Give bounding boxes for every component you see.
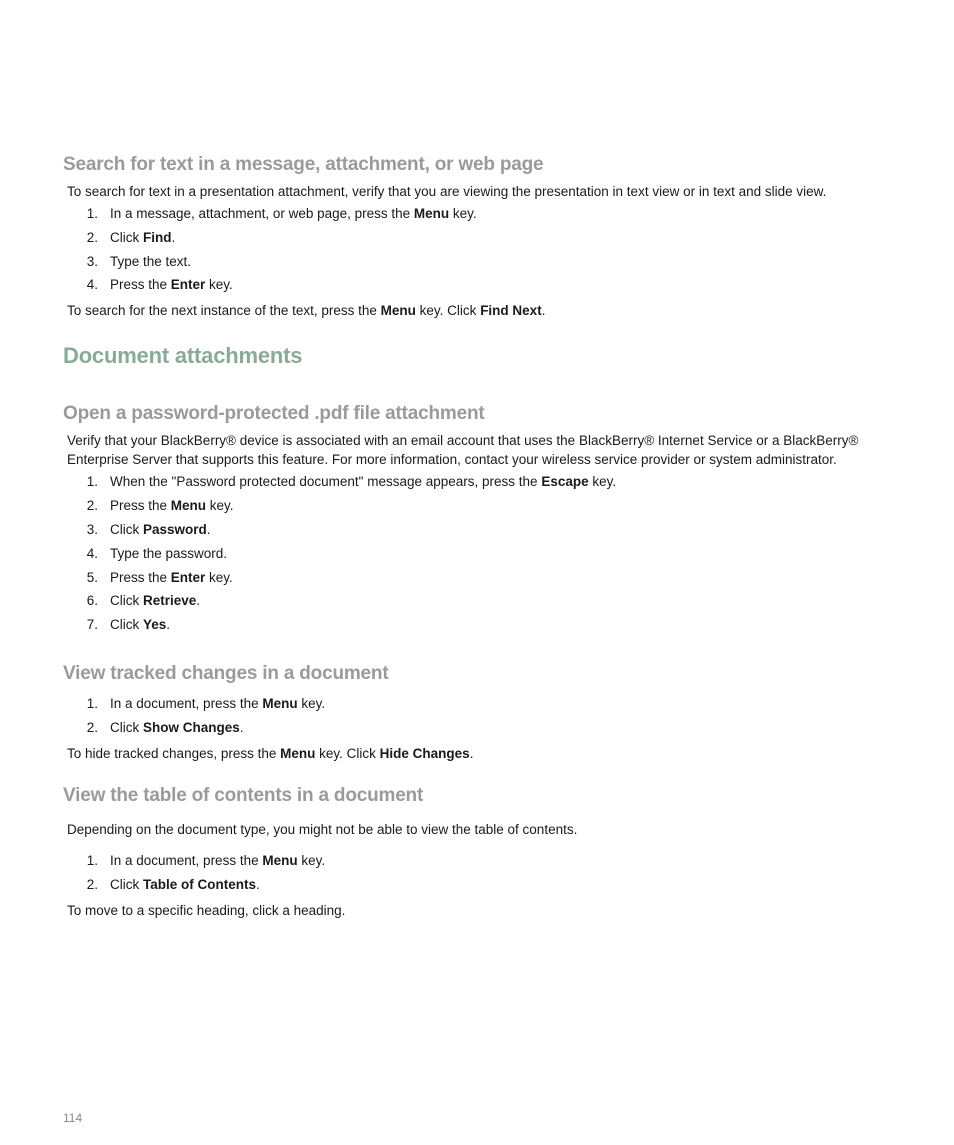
password-heading: Open a password-protected .pdf file attachment — [63, 403, 485, 424]
step-number: 2. — [86, 877, 98, 892]
step-number: 4. — [86, 546, 98, 561]
step-text: Click — [110, 720, 143, 735]
tracked-after — [67, 744, 473, 764]
search-after — [67, 301, 545, 321]
page-number: 114 — [63, 1111, 83, 1125]
step-text-end: key. — [205, 277, 233, 292]
step-text: Press the — [110, 570, 171, 585]
step-text: Type the password. — [110, 546, 228, 561]
after-text: . — [469, 746, 474, 761]
step-number: 7. — [86, 617, 98, 632]
step-number: 6. — [86, 593, 98, 608]
search-intro: To search for text in a presentation attachment, verify that you are viewing the presentation in text view or in text and slide view. — [67, 184, 827, 199]
step-key: Menu — [170, 498, 207, 513]
section-title: Document attachments — [63, 343, 303, 368]
step-number: 2. — [86, 498, 98, 513]
step-number: 4. — [86, 277, 98, 292]
step-text: In a message, attachment, or web page, press the — [110, 206, 414, 221]
step-text-end: key. — [449, 206, 477, 221]
step-number: 5. — [86, 570, 98, 585]
step-text: When the "Password protected document" message appears, press the — [110, 474, 542, 489]
after-key: Hide Changes — [379, 746, 470, 761]
step-number: 3. — [86, 254, 98, 269]
step-text: Press the — [110, 277, 171, 292]
step-key: Enter — [170, 570, 206, 585]
after-key: Menu — [380, 303, 416, 318]
step-text-end: . — [206, 522, 211, 537]
step-key: Enter — [170, 277, 206, 292]
step-key: Find — [143, 230, 172, 245]
step-number: 1. — [86, 474, 98, 489]
step-text-end: . — [239, 720, 244, 735]
after-text: . — [541, 303, 546, 318]
step-text-end: . — [256, 877, 260, 892]
step-text-end: . — [171, 230, 176, 245]
step-text: Click — [110, 617, 143, 632]
step-text-end: . — [166, 617, 171, 632]
step-number: 3. — [86, 522, 98, 537]
after-key: Find Next — [480, 303, 542, 318]
step-number: 1. — [86, 696, 98, 711]
step-key: Menu — [262, 853, 298, 868]
step-number: 2. — [86, 720, 98, 735]
step-key: Menu — [262, 696, 298, 711]
step-number: 2. — [86, 230, 98, 245]
step-number: 1. — [86, 853, 98, 868]
step-text: Click — [110, 593, 143, 608]
tracked-heading: View tracked changes in a document — [63, 663, 389, 684]
step-key: Escape — [541, 474, 589, 489]
step-text: Click — [110, 230, 143, 245]
step-text-end: key. — [206, 498, 234, 513]
step-text: Press the — [110, 498, 171, 513]
step-key: Menu — [413, 206, 450, 221]
after-text: key. Click — [315, 746, 380, 761]
step-text-end: . — [196, 593, 201, 608]
password-intro-line1: Verify that your BlackBerry® device is associated with an email account that uses the BlackBerry® Internet Service or a BlackBerry® — [67, 433, 859, 448]
step-key: Retrieve — [143, 593, 197, 608]
after-text: To hide tracked changes, press the — [67, 746, 281, 761]
step-key: Table of Contents — [143, 877, 256, 892]
step-text-end: key. — [588, 474, 617, 489]
toc-intro: Depending on the document type, you might not be able to view the table of contents. — [67, 822, 578, 837]
step-text: Click — [110, 877, 143, 892]
toc-after: To move to a specific heading, click a heading. — [67, 903, 346, 918]
step-text-end: key. — [297, 696, 326, 711]
step-text-end: key. — [205, 570, 233, 585]
step-key: Password — [143, 522, 207, 537]
step-text: In a document, press the — [110, 853, 263, 868]
step-text: In a document, press the — [110, 696, 263, 711]
after-key: Menu — [280, 746, 316, 761]
password-intro-line2: Enterprise Server that supports this feature. For more information, contact your wireless service provider or system administrator. — [67, 452, 837, 467]
after-text: key. Click — [415, 303, 481, 318]
step-key: Show Changes — [143, 720, 240, 735]
step-text-end: key. — [297, 853, 326, 868]
toc-heading: View the table of contents in a document — [63, 785, 424, 806]
after-text: To search for the next instance of the text, press the — [67, 303, 381, 318]
step-text: Type the text. — [110, 254, 192, 269]
search-heading: Search for text in a message, attachment, or web page — [63, 154, 544, 175]
step-number: 1. — [86, 206, 98, 221]
step-key: Yes — [143, 617, 167, 632]
step-text: Click — [110, 522, 143, 537]
